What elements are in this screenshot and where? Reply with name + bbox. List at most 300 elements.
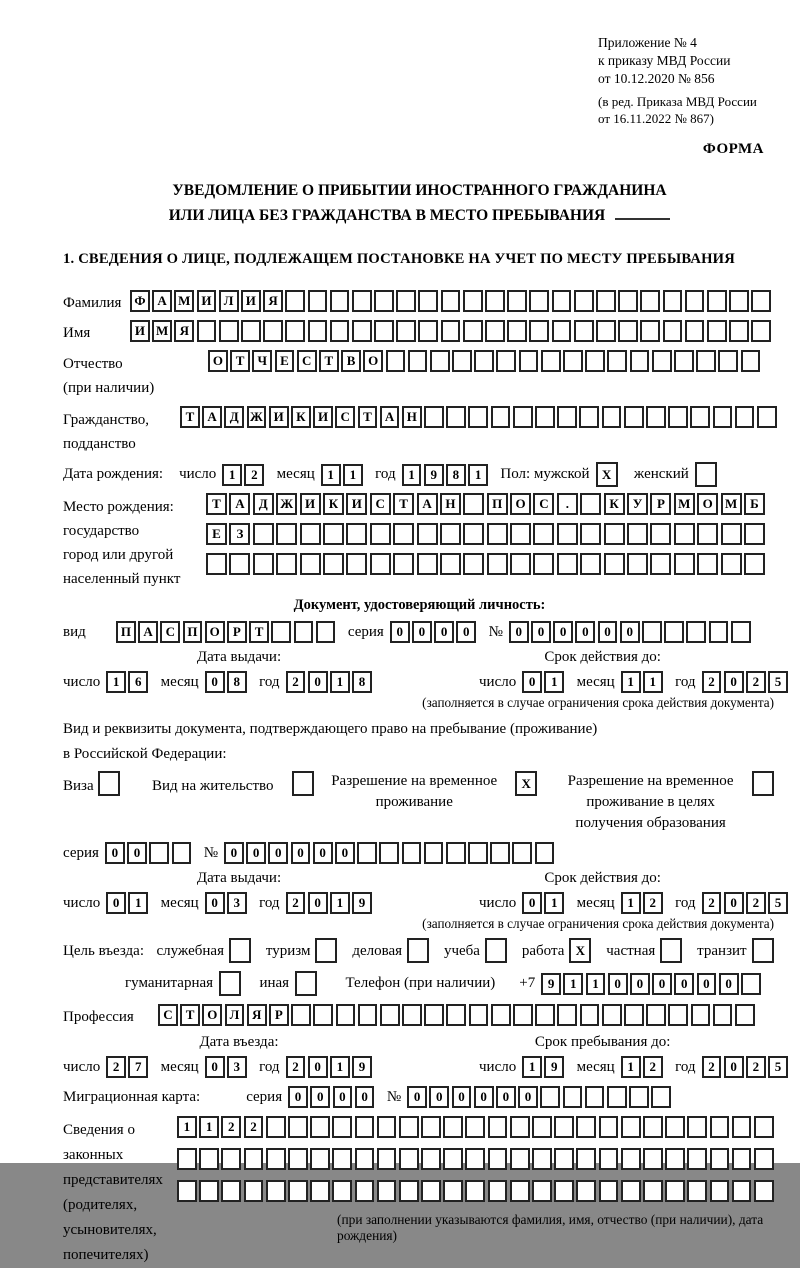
char-cell[interactable] xyxy=(710,1180,730,1202)
char-cell[interactable] xyxy=(291,1004,311,1026)
birth-month-input[interactable] xyxy=(321,464,365,486)
char-cell[interactable] xyxy=(674,350,694,372)
char-cell[interactable] xyxy=(219,320,239,342)
char-cell[interactable] xyxy=(421,1180,441,1202)
char-cell[interactable] xyxy=(488,1116,508,1138)
char-cell[interactable] xyxy=(576,1180,596,1202)
char-cell[interactable] xyxy=(665,1116,685,1138)
char-cell[interactable]: Ж xyxy=(276,493,297,515)
char-cell[interactable]: 1 xyxy=(468,464,488,486)
char-cell[interactable] xyxy=(300,523,321,545)
char-cell[interactable] xyxy=(199,1148,219,1170)
stay-doc-valid-month-input[interactable] xyxy=(621,892,665,914)
char-cell[interactable]: 2 xyxy=(221,1116,241,1138)
char-cell[interactable] xyxy=(604,523,625,545)
char-cell[interactable]: Л xyxy=(219,290,239,312)
char-cell[interactable]: 0 xyxy=(308,1056,328,1078)
sex-female-checkbox[interactable] xyxy=(695,462,719,487)
char-cell[interactable]: 1 xyxy=(621,671,641,693)
char-cell[interactable]: Т xyxy=(393,493,414,515)
char-cell[interactable] xyxy=(557,406,577,428)
char-cell[interactable] xyxy=(721,553,742,575)
char-cell[interactable]: 1 xyxy=(199,1116,219,1138)
char-cell[interactable]: 0 xyxy=(598,621,618,643)
char-cell[interactable]: 0 xyxy=(390,621,410,643)
stay-year-input[interactable] xyxy=(702,1056,791,1078)
char-cell[interactable] xyxy=(533,523,554,545)
char-cell[interactable] xyxy=(754,1180,774,1202)
char-cell[interactable] xyxy=(377,1180,397,1202)
char-cell[interactable] xyxy=(399,1116,419,1138)
char-cell[interactable]: А xyxy=(417,493,438,515)
char-cell[interactable] xyxy=(355,1148,375,1170)
char-cell[interactable] xyxy=(310,1148,330,1170)
char-cell[interactable] xyxy=(288,1116,308,1138)
char-cell[interactable] xyxy=(402,1004,422,1026)
char-cell[interactable] xyxy=(691,1004,711,1026)
char-cell[interactable]: С xyxy=(335,406,355,428)
char-cell[interactable] xyxy=(513,1004,533,1026)
char-cell[interactable]: К xyxy=(604,493,625,515)
char-cell[interactable] xyxy=(276,553,297,575)
char-cell[interactable] xyxy=(532,1116,552,1138)
checkbox-cell[interactable]: X xyxy=(596,462,618,487)
doc-valid-month-input[interactable] xyxy=(621,671,665,693)
char-cell[interactable] xyxy=(452,350,472,372)
char-cell[interactable] xyxy=(757,406,777,428)
char-cell[interactable] xyxy=(418,290,438,312)
char-cell[interactable] xyxy=(487,523,508,545)
char-cell[interactable] xyxy=(446,1004,466,1026)
char-cell[interactable] xyxy=(402,842,422,864)
char-cell[interactable] xyxy=(642,621,662,643)
char-cell[interactable]: 0 xyxy=(575,621,595,643)
char-cell[interactable]: 0 xyxy=(724,1056,744,1078)
char-cell[interactable]: 0 xyxy=(697,973,717,995)
char-cell[interactable]: Ч xyxy=(252,350,272,372)
char-cell[interactable] xyxy=(629,1086,649,1108)
char-cell[interactable] xyxy=(640,290,660,312)
char-cell[interactable]: С xyxy=(370,493,391,515)
char-cell[interactable]: И xyxy=(197,290,217,312)
char-cell[interactable]: 0 xyxy=(674,973,694,995)
char-cell[interactable] xyxy=(604,553,625,575)
char-cell[interactable] xyxy=(643,1116,663,1138)
char-cell[interactable]: 0 xyxy=(474,1086,494,1108)
char-cell[interactable]: 0 xyxy=(291,842,311,864)
char-cell[interactable] xyxy=(646,406,666,428)
migration-series-input[interactable] xyxy=(288,1086,377,1108)
char-cell[interactable] xyxy=(408,350,428,372)
char-cell[interactable]: У xyxy=(627,493,648,515)
char-cell[interactable] xyxy=(721,523,742,545)
char-cell[interactable] xyxy=(488,1148,508,1170)
birthplace-input-row1[interactable] xyxy=(206,493,767,515)
stay-doc-valid-year-input[interactable] xyxy=(702,892,791,914)
char-cell[interactable]: О xyxy=(208,350,228,372)
char-cell[interactable]: 2 xyxy=(746,892,766,914)
char-cell[interactable] xyxy=(621,1116,641,1138)
char-cell[interactable] xyxy=(707,320,727,342)
char-cell[interactable] xyxy=(713,1004,733,1026)
char-cell[interactable]: 8 xyxy=(446,464,466,486)
char-cell[interactable] xyxy=(323,523,344,545)
char-cell[interactable] xyxy=(643,1148,663,1170)
char-cell[interactable] xyxy=(253,553,274,575)
char-cell[interactable] xyxy=(276,523,297,545)
char-cell[interactable]: . xyxy=(557,493,578,515)
char-cell[interactable]: 0 xyxy=(724,671,744,693)
char-cell[interactable] xyxy=(529,320,549,342)
char-cell[interactable] xyxy=(199,1180,219,1202)
stay-doc-issue-day-input[interactable] xyxy=(106,892,150,914)
stay-doc-issue-year-input[interactable] xyxy=(286,892,375,914)
char-cell[interactable] xyxy=(532,1148,552,1170)
legal-rep-input-row3[interactable] xyxy=(177,1180,776,1202)
char-cell[interactable] xyxy=(308,290,328,312)
char-cell[interactable]: И xyxy=(313,406,333,428)
char-cell[interactable]: 1 xyxy=(177,1116,197,1138)
char-cell[interactable] xyxy=(599,1116,619,1138)
char-cell[interactable] xyxy=(557,523,578,545)
citizenship-input[interactable] xyxy=(180,406,779,428)
char-cell[interactable] xyxy=(386,350,406,372)
doc-valid-year-input[interactable] xyxy=(702,671,791,693)
checkbox-cell[interactable] xyxy=(315,938,337,963)
char-cell[interactable] xyxy=(535,1004,555,1026)
patronymic-input[interactable] xyxy=(208,350,763,372)
char-cell[interactable]: 0 xyxy=(127,842,147,864)
char-cell[interactable] xyxy=(221,1180,241,1202)
legal-rep-input-row2[interactable] xyxy=(177,1148,776,1170)
char-cell[interactable]: Е xyxy=(275,350,295,372)
char-cell[interactable]: 7 xyxy=(128,1056,148,1078)
char-cell[interactable]: 1 xyxy=(106,671,126,693)
char-cell[interactable] xyxy=(535,842,555,864)
char-cell[interactable] xyxy=(491,406,511,428)
char-cell[interactable] xyxy=(668,406,688,428)
char-cell[interactable] xyxy=(507,320,527,342)
char-cell[interactable] xyxy=(643,1180,663,1202)
char-cell[interactable] xyxy=(732,1180,752,1202)
char-cell[interactable]: 0 xyxy=(412,621,432,643)
checkbox-cell[interactable] xyxy=(292,771,314,796)
char-cell[interactable]: 0 xyxy=(608,973,628,995)
char-cell[interactable] xyxy=(674,553,695,575)
birth-day-input[interactable] xyxy=(222,464,266,486)
char-cell[interactable]: 0 xyxy=(522,671,542,693)
char-cell[interactable] xyxy=(197,320,217,342)
char-cell[interactable] xyxy=(177,1180,197,1202)
char-cell[interactable]: 1 xyxy=(621,1056,641,1078)
char-cell[interactable]: С xyxy=(158,1004,178,1026)
char-cell[interactable] xyxy=(374,290,394,312)
char-cell[interactable] xyxy=(440,523,461,545)
char-cell[interactable] xyxy=(709,621,729,643)
char-cell[interactable] xyxy=(687,1116,707,1138)
char-cell[interactable] xyxy=(468,842,488,864)
checkbox-cell[interactable] xyxy=(98,771,120,796)
checkbox-cell[interactable] xyxy=(485,938,507,963)
char-cell[interactable] xyxy=(574,290,594,312)
char-cell[interactable] xyxy=(713,406,733,428)
checkbox-cell[interactable] xyxy=(752,771,774,796)
checkbox-cell[interactable] xyxy=(660,938,682,963)
char-cell[interactable] xyxy=(374,320,394,342)
char-cell[interactable]: 0 xyxy=(310,1086,330,1108)
char-cell[interactable]: 9 xyxy=(424,464,444,486)
char-cell[interactable] xyxy=(332,1116,352,1138)
char-cell[interactable]: К xyxy=(323,493,344,515)
char-cell[interactable]: 6 xyxy=(128,671,148,693)
char-cell[interactable]: 0 xyxy=(522,892,542,914)
char-cell[interactable] xyxy=(332,1180,352,1202)
checkbox-cell[interactable] xyxy=(229,938,251,963)
char-cell[interactable]: Я xyxy=(174,320,194,342)
char-cell[interactable] xyxy=(355,1116,375,1138)
char-cell[interactable] xyxy=(663,320,683,342)
checkbox-cell[interactable]: X xyxy=(569,938,591,963)
char-cell[interactable]: 3 xyxy=(227,892,247,914)
char-cell[interactable]: 0 xyxy=(308,892,328,914)
char-cell[interactable]: 0 xyxy=(288,1086,308,1108)
char-cell[interactable] xyxy=(618,320,638,342)
char-cell[interactable]: К xyxy=(291,406,311,428)
char-cell[interactable]: 2 xyxy=(643,1056,663,1078)
char-cell[interactable]: 8 xyxy=(352,671,372,693)
char-cell[interactable]: П xyxy=(116,621,136,643)
char-cell[interactable]: 0 xyxy=(652,973,672,995)
char-cell[interactable] xyxy=(421,1148,441,1170)
char-cell[interactable]: 0 xyxy=(205,1056,225,1078)
char-cell[interactable] xyxy=(512,842,532,864)
birth-year-input[interactable] xyxy=(402,464,491,486)
char-cell[interactable] xyxy=(687,1148,707,1170)
char-cell[interactable]: 0 xyxy=(313,842,333,864)
char-cell[interactable]: О xyxy=(363,350,383,372)
char-cell[interactable] xyxy=(519,350,539,372)
char-cell[interactable]: М xyxy=(721,493,742,515)
char-cell[interactable]: 0 xyxy=(205,892,225,914)
char-cell[interactable] xyxy=(718,350,738,372)
char-cell[interactable] xyxy=(552,320,572,342)
char-cell[interactable] xyxy=(149,842,169,864)
char-cell[interactable] xyxy=(574,320,594,342)
char-cell[interactable]: И xyxy=(130,320,150,342)
char-cell[interactable]: 0 xyxy=(724,892,744,914)
char-cell[interactable] xyxy=(687,1180,707,1202)
legal-rep-input-row1[interactable] xyxy=(177,1116,776,1138)
char-cell[interactable]: 1 xyxy=(330,892,350,914)
char-cell[interactable]: 1 xyxy=(343,464,363,486)
char-cell[interactable] xyxy=(266,1180,286,1202)
checkbox-cell[interactable] xyxy=(752,938,774,963)
char-cell[interactable] xyxy=(443,1180,463,1202)
char-cell[interactable] xyxy=(685,320,705,342)
char-cell[interactable] xyxy=(731,621,751,643)
char-cell[interactable]: 2 xyxy=(106,1056,126,1078)
char-cell[interactable] xyxy=(554,1116,574,1138)
char-cell[interactable] xyxy=(627,553,648,575)
char-cell[interactable]: 2 xyxy=(244,1116,264,1138)
char-cell[interactable] xyxy=(346,523,367,545)
char-cell[interactable] xyxy=(621,1180,641,1202)
char-cell[interactable] xyxy=(300,553,321,575)
char-cell[interactable] xyxy=(510,553,531,575)
char-cell[interactable] xyxy=(576,1148,596,1170)
char-cell[interactable] xyxy=(664,621,684,643)
char-cell[interactable] xyxy=(488,1180,508,1202)
char-cell[interactable] xyxy=(744,523,765,545)
char-cell[interactable] xyxy=(576,1116,596,1138)
residence-permit-checkbox[interactable] xyxy=(292,771,316,796)
char-cell[interactable] xyxy=(696,350,716,372)
char-cell[interactable]: 0 xyxy=(496,1086,516,1108)
stay-doc-number-input[interactable] xyxy=(224,842,557,864)
char-cell[interactable] xyxy=(370,523,391,545)
purpose-other-checkbox[interactable] xyxy=(295,971,319,996)
checkbox-cell[interactable] xyxy=(407,938,429,963)
surname-input[interactable] xyxy=(130,290,773,312)
char-cell[interactable]: О xyxy=(205,621,225,643)
char-cell[interactable]: 9 xyxy=(352,1056,372,1078)
char-cell[interactable] xyxy=(417,553,438,575)
char-cell[interactable] xyxy=(485,320,505,342)
char-cell[interactable] xyxy=(241,320,261,342)
char-cell[interactable]: 0 xyxy=(355,1086,375,1108)
char-cell[interactable] xyxy=(630,350,650,372)
char-cell[interactable] xyxy=(640,320,660,342)
char-cell[interactable] xyxy=(563,350,583,372)
doc-valid-day-input[interactable] xyxy=(522,671,566,693)
char-cell[interactable]: Т xyxy=(319,350,339,372)
char-cell[interactable] xyxy=(491,1004,511,1026)
char-cell[interactable]: Ф xyxy=(130,290,150,312)
char-cell[interactable]: 1 xyxy=(321,464,341,486)
char-cell[interactable] xyxy=(417,523,438,545)
char-cell[interactable] xyxy=(377,1148,397,1170)
char-cell[interactable]: П xyxy=(487,493,508,515)
char-cell[interactable] xyxy=(244,1180,264,1202)
char-cell[interactable] xyxy=(541,350,561,372)
char-cell[interactable] xyxy=(652,350,672,372)
char-cell[interactable] xyxy=(244,1148,264,1170)
char-cell[interactable] xyxy=(316,621,336,643)
char-cell[interactable] xyxy=(697,553,718,575)
char-cell[interactable] xyxy=(393,523,414,545)
char-cell[interactable] xyxy=(441,320,461,342)
char-cell[interactable] xyxy=(552,290,572,312)
char-cell[interactable] xyxy=(266,1148,286,1170)
char-cell[interactable] xyxy=(533,553,554,575)
char-cell[interactable]: 0 xyxy=(205,671,225,693)
char-cell[interactable] xyxy=(741,973,761,995)
char-cell[interactable] xyxy=(463,523,484,545)
char-cell[interactable] xyxy=(607,350,627,372)
char-cell[interactable] xyxy=(596,320,616,342)
char-cell[interactable]: И xyxy=(300,493,321,515)
checkbox-cell[interactable] xyxy=(219,971,241,996)
char-cell[interactable]: 0 xyxy=(518,1086,538,1108)
char-cell[interactable]: 0 xyxy=(224,842,244,864)
doc-issue-day-input[interactable] xyxy=(106,671,150,693)
char-cell[interactable] xyxy=(253,523,274,545)
char-cell[interactable] xyxy=(513,406,533,428)
char-cell[interactable]: А xyxy=(202,406,222,428)
char-cell[interactable] xyxy=(379,842,399,864)
char-cell[interactable] xyxy=(618,290,638,312)
stay-month-input[interactable] xyxy=(621,1056,665,1078)
purpose-transit-checkbox[interactable] xyxy=(752,938,776,963)
char-cell[interactable]: 1 xyxy=(643,671,663,693)
char-cell[interactable] xyxy=(380,1004,400,1026)
char-cell[interactable]: 8 xyxy=(227,671,247,693)
char-cell[interactable]: 0 xyxy=(308,671,328,693)
char-cell[interactable] xyxy=(621,1148,641,1170)
char-cell[interactable]: 2 xyxy=(643,892,663,914)
char-cell[interactable] xyxy=(729,290,749,312)
stay-doc-series-input[interactable] xyxy=(105,842,194,864)
char-cell[interactable]: О xyxy=(697,493,718,515)
doc-kind-input[interactable] xyxy=(116,621,338,643)
char-cell[interactable] xyxy=(668,1004,688,1026)
char-cell[interactable]: 1 xyxy=(522,1056,542,1078)
char-cell[interactable] xyxy=(463,493,484,515)
char-cell[interactable] xyxy=(465,1148,485,1170)
doc-issue-month-input[interactable] xyxy=(205,671,249,693)
char-cell[interactable] xyxy=(697,523,718,545)
char-cell[interactable] xyxy=(754,1148,774,1170)
char-cell[interactable]: 0 xyxy=(630,973,650,995)
char-cell[interactable]: Н xyxy=(440,493,461,515)
char-cell[interactable] xyxy=(585,1086,605,1108)
char-cell[interactable] xyxy=(206,553,227,575)
char-cell[interactable] xyxy=(496,350,516,372)
profession-input[interactable] xyxy=(158,1004,757,1026)
char-cell[interactable]: Т xyxy=(230,350,250,372)
char-cell[interactable] xyxy=(424,842,444,864)
char-cell[interactable]: Е xyxy=(206,523,227,545)
char-cell[interactable]: Л xyxy=(225,1004,245,1026)
name-input[interactable] xyxy=(130,320,773,342)
char-cell[interactable]: С xyxy=(160,621,180,643)
purpose-work-checkbox[interactable] xyxy=(569,938,593,963)
char-cell[interactable]: О xyxy=(510,493,531,515)
char-cell[interactable]: Д xyxy=(253,493,274,515)
char-cell[interactable]: 1 xyxy=(330,671,350,693)
char-cell[interactable] xyxy=(535,406,555,428)
char-cell[interactable] xyxy=(285,320,305,342)
char-cell[interactable] xyxy=(424,406,444,428)
char-cell[interactable] xyxy=(490,842,510,864)
char-cell[interactable]: Т xyxy=(358,406,378,428)
char-cell[interactable]: 0 xyxy=(452,1086,472,1108)
char-cell[interactable] xyxy=(735,406,755,428)
char-cell[interactable] xyxy=(377,1116,397,1138)
char-cell[interactable] xyxy=(710,1116,730,1138)
char-cell[interactable] xyxy=(396,320,416,342)
char-cell[interactable] xyxy=(465,1180,485,1202)
char-cell[interactable] xyxy=(665,1180,685,1202)
char-cell[interactable] xyxy=(463,290,483,312)
char-cell[interactable] xyxy=(465,1116,485,1138)
char-cell[interactable]: 0 xyxy=(719,973,739,995)
char-cell[interactable] xyxy=(510,523,531,545)
char-cell[interactable]: Я xyxy=(263,290,283,312)
char-cell[interactable] xyxy=(690,406,710,428)
char-cell[interactable] xyxy=(485,290,505,312)
char-cell[interactable] xyxy=(624,406,644,428)
